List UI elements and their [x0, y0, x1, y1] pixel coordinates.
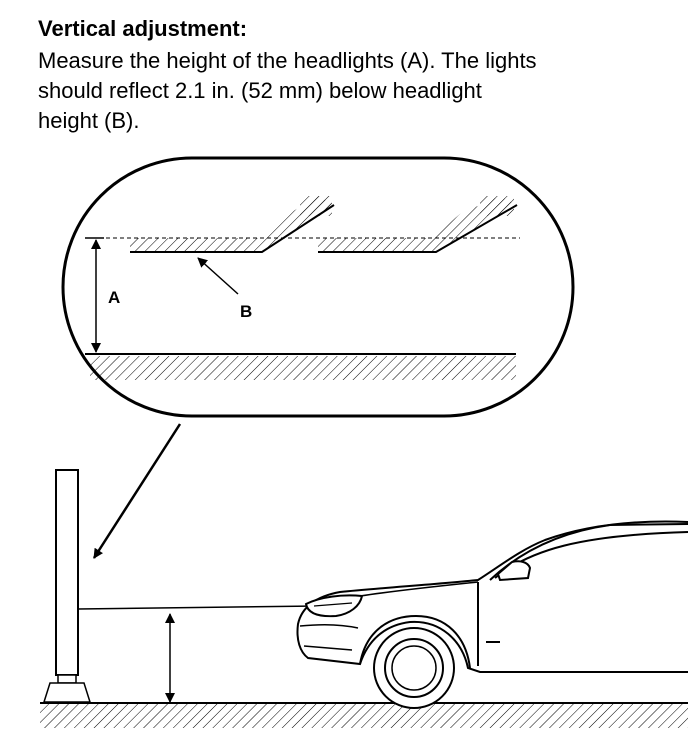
heading: Vertical adjustment: [38, 16, 248, 41]
magnified-callout [63, 158, 573, 416]
label-b: B [240, 302, 253, 321]
ground [40, 703, 688, 728]
beam-line [78, 606, 318, 609]
car-front [297, 522, 688, 708]
label-a: A [108, 288, 121, 307]
paragraph-line-1: Measure the height of the headlights (A). The lights [38, 48, 537, 73]
aiming-screen [44, 470, 90, 702]
callout-pointer-arrow [94, 424, 180, 558]
paragraph-line-3: height (B). [38, 108, 140, 133]
paragraph-line-2: should reflect 2.1 in. (52 mm) below headlight [38, 78, 482, 103]
